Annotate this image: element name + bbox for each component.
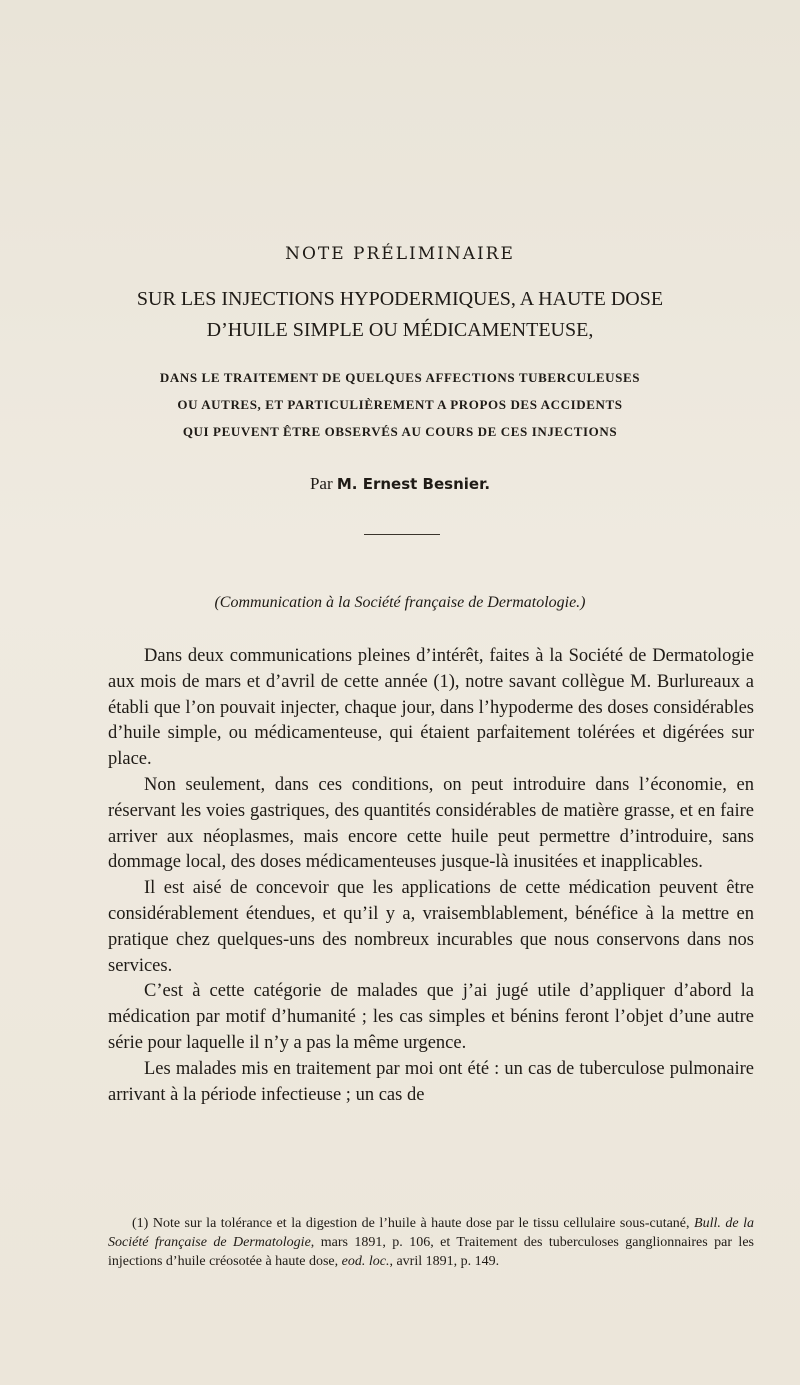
title-line-1: SUR LES INJECTIONS HYPODERMIQUES, A HAUTE DOSE (136, 288, 664, 310)
communication-note: (Communication à la Société française de Dermatologie.) (214, 594, 586, 611)
subtitle-line-1: DANS LE TRAITEMENT DE QUELQUES AFFECTIONS TUBERCULEUSES (159, 370, 641, 385)
footnote-text: , avril 1891, p. 149. (389, 1254, 500, 1269)
separator-rule (364, 534, 440, 535)
footnote (108, 1214, 754, 1271)
author-name: M. Ernest Besnier. (336, 475, 491, 493)
subtitle-line-3: QUI PEUVENT ÊTRE OBSERVÉS AU COURS DE CES INJECTIONS (182, 424, 618, 439)
body-text (108, 644, 754, 1108)
footnote-text: (1) Note sur la tolérance et la digestion de l’huile à haute dose par le tissu cellulaire sous-cutané, (132, 1216, 695, 1231)
section-heading: NOTE PRÉLIMINAIRE (285, 244, 515, 264)
paragraph: Non seulement, dans ces conditions, on peut introduire dans l’économie, en réservant les voies gastriques, des quantités considérables de matière grasse, et en faire arriver aux néoplasmes, mais encore cette huile peut permettre d’introduire, sans dommage local, des doses médicamenteuses jusque-là inusitées et inapplicables. (108, 774, 754, 873)
footnote-journal: Bull. de la Société française de Dermatologie (108, 1216, 754, 1250)
paragraph: Dans deux communications pleines d’intérêt, faites à la Société de Dermatologie aux mois de mars et d’avril de cette année (1), notre savant collègue M. Burlureaux a établi que l’on pouvait injecter, chaque jour, dans l’hypoderme des doses considérables d’huile simple, ou médicamenteuse, qui étaient parfaitement tolérées et digérées sur place. (108, 646, 754, 770)
title-line-2: D’HUILE SIMPLE OU MÉDICAMENTEUSE, (206, 319, 594, 341)
author-prefix: Par (309, 474, 333, 493)
author-line (0, 474, 800, 494)
footnote-ref: eod. loc. (341, 1254, 390, 1269)
paragraph: Les malades mis en traitement par moi ont été : un cas de tuberculose pulmonaire arrivant à la période infectieuse ; un cas de (108, 1058, 754, 1105)
subtitle-line-2: OU AUTRES, ET PARTICULIÈREMENT A PROPOS DES ACCIDENTS (177, 397, 623, 412)
paragraph: C’est à cette catégorie de malades que j’ai jugé utile d’appliquer d’abord la médication par motif d’humanité ; les cas simples et bénins feront l’objet d’une autre série pour laquelle il n’y a pas la même urgence. (108, 981, 754, 1053)
paragraph: Il est aisé de concevoir que les applications de cette médication peuvent être considérablement étendues, et qu’il y a, vraisemblablement, bénéfice à la mettre en pratique chez quelques-uns des nombreux incurables que nous conservons dans nos services. (108, 878, 754, 976)
footnote-text: , mars 1891, p. 106, et Traitement des tuberculoses ganglionnaires par les injections d’huile créosotée à haute dose, (108, 1235, 754, 1269)
